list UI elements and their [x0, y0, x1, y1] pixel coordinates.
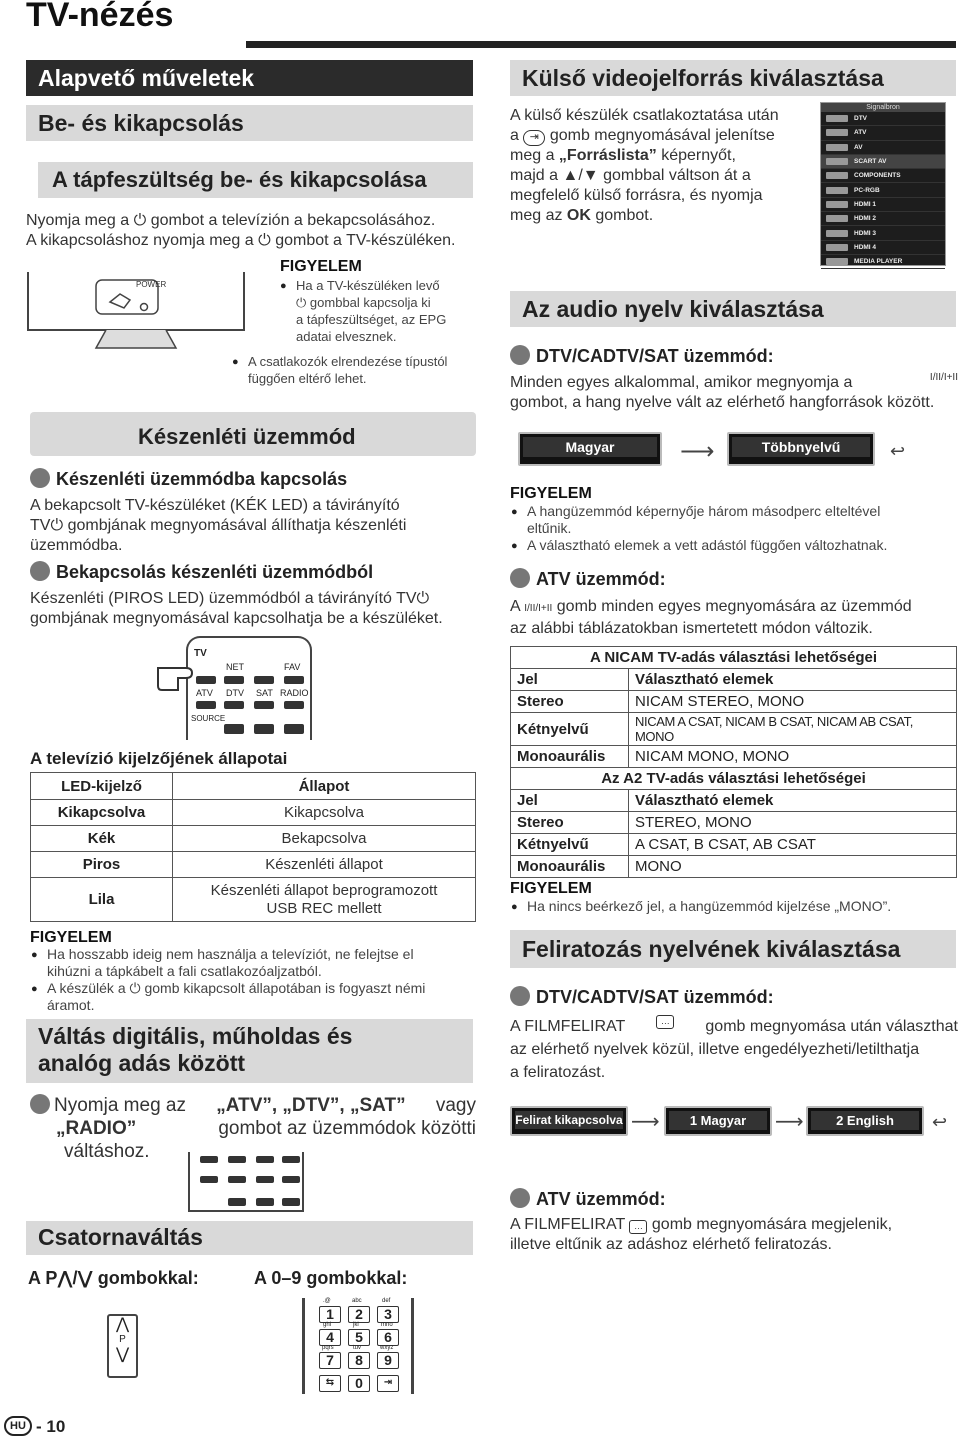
remote-key-atv: ATV — [196, 688, 213, 698]
standby-exit-text: Készenléti (PIROS LED) üzemmódból a távirányító TV⏻ gombjának megnyomásával kapcsolhatja be a készüléket. — [30, 590, 443, 627]
remote-key-net: NET — [226, 662, 244, 672]
standby-enter-title: Készenléti üzemmódba kapcsolás — [30, 468, 347, 490]
audio-header: Az audio nyelv kiválasztása — [510, 291, 956, 327]
osd-sub-2: 2 English — [806, 1106, 924, 1136]
source-list-item[interactable] — [821, 112, 945, 126]
numpad-key-5: 5 — [348, 1329, 370, 1346]
source-list-label: HDMI 3 — [854, 229, 877, 237]
power-icon: ⏻ — [129, 980, 141, 996]
standby-enter-text: A bekapcsolt TV-készüléket (KÉK LED) a távirányító TV⏻ gombjának megnyomásával állíthatja készenléti üzemmódba. — [30, 497, 407, 554]
chevron-up-icon: ⋀ — [115, 1316, 130, 1333]
audio-button-icon: I/II/I+II — [524, 603, 553, 614]
numpad-sub-2: abc — [352, 1298, 362, 1304]
source-list-item[interactable] — [821, 198, 945, 212]
numpad-sub-7: pqrs — [322, 1345, 334, 1351]
hand-icon — [156, 660, 200, 694]
atv-title: ATV üzemmód: — [510, 568, 666, 590]
numpad-key-0: 0 — [348, 1375, 370, 1392]
osd-audio-multilang: Többnyelvű — [727, 432, 875, 466]
title-rule — [246, 41, 956, 48]
source-icon — [826, 172, 848, 179]
sub-dtv-title: DTV/CADTV/SAT üzemmód: — [510, 986, 774, 1008]
remote-snippet — [188, 1152, 304, 1212]
channel-header: Csatornaváltás — [26, 1221, 473, 1255]
power-icon: ⏻ — [258, 232, 271, 249]
source-list-label: AV — [854, 143, 863, 151]
mono-note: ● Ha nincs beérkező jel, a hangüzemmód kijelzése „MONO”. — [527, 898, 957, 915]
power-icon: ⏻ — [416, 590, 430, 607]
source-list-title: Signalbron — [821, 103, 945, 112]
audio-dtv-title: DTV/CADTV/SAT üzemmód: — [510, 345, 774, 367]
sub-dtv-text: A FILMFELIRAT … gomb megnyomása után választhat az elérhető nyelvek közül, illetve engedélyezheti/letilthatja a feliratozást. — [510, 1016, 958, 1081]
onoff-header: Be- és kikapcsolás — [26, 105, 473, 141]
remote-key-sat: SAT — [256, 688, 273, 698]
source-icon — [826, 258, 848, 265]
sub-atv-title: ATV üzemmód: — [510, 1188, 666, 1210]
remote-illustration — [186, 636, 312, 740]
source-list-item[interactable] — [821, 169, 945, 183]
note-list: ● Ha hosszabb ideig nem használja a televíziót, ne felejtse el kihúzni a tápkábelt a fali csatlakozóaljzatból. ● A készülék a ⏻ gomb kikapcsolt állapotában is fogyaszt némi áramot. — [47, 946, 477, 1014]
osd-audio-magyar: Magyar — [518, 432, 662, 466]
osd-sub-1: 1 Magyar — [664, 1106, 772, 1136]
remote-key-dtv: DTV — [226, 688, 244, 698]
arrow-right-icon: ⟶ — [680, 438, 715, 465]
audio-button-icon: I/II/I+II — [929, 372, 958, 383]
arrow-right-icon: ⟶ — [775, 1111, 804, 1133]
source-list-label: COMPONENTS — [854, 172, 901, 180]
power-icon: ⏻ — [296, 295, 307, 310]
caution-block: FIGYELEM — [280, 258, 362, 275]
power-text: Nyomja meg a ⏻ gombot a televízión a bekapcsolásához. A kikapcsoláshoz nyomja meg a ⏻ gombot a TV-készüléken. — [26, 212, 456, 249]
source-list-label: HDMI 2 — [854, 215, 877, 223]
source-list-item[interactable] — [821, 226, 945, 240]
source-list-label: MEDIA PLAYER — [854, 258, 903, 266]
arrow-right-icon: ⟶ — [631, 1111, 660, 1133]
numpad-sub-5: jkl — [353, 1322, 359, 1328]
numpad-key-2: 2 — [348, 1306, 370, 1323]
sub-atv-text: A FILMFELIRAT … gomb megnyomására megjelenik, illetve eltűnik az adáshoz elérhető feliratozás. — [510, 1216, 893, 1253]
numpad-key-back: ⇆ — [319, 1375, 341, 1392]
source-list-item[interactable] — [821, 255, 945, 269]
source-icon — [826, 230, 848, 237]
caution-item-2: ● A csatlakozók elrendezése típustól függően eltérő lehet. — [248, 353, 478, 387]
source-list-item[interactable] — [821, 155, 945, 169]
power-icon: ⏻ — [133, 212, 147, 229]
numpad-sub-6: mno — [381, 1322, 393, 1328]
numpad-key-7: 7 — [319, 1352, 341, 1369]
remote-key-radio: RADIO — [280, 688, 309, 698]
numpad — [302, 1298, 414, 1394]
source-list-item[interactable] — [821, 183, 945, 197]
source-list-osd — [820, 102, 946, 266]
caution-item-1: ● Ha a TV-készüléken levő ⏻ gombbal kapcsolja ki a tápfeszültséget, az EPG adatai elvesznek. — [296, 277, 476, 345]
numpad-sub-9: wxyz — [380, 1345, 394, 1351]
chevron-down-icon: ⋁ — [115, 1346, 130, 1363]
source-icon — [826, 144, 848, 151]
source-list-label: HDMI 1 — [854, 200, 877, 208]
osd-sub-off: Felirat kikapcsolva — [510, 1106, 628, 1136]
source-list-label: HDMI 4 — [854, 243, 877, 251]
channel-pbtn-label: A P⋀/⋁ gombokkal: — [28, 1268, 199, 1288]
numpad-sub-1: .@ — [323, 1298, 331, 1304]
source-icon — [826, 158, 848, 165]
remote-key-tv: TV — [194, 648, 207, 659]
subtitle-icon: … — [629, 1220, 647, 1234]
switch-text: Nyomja meg az „ATV”, „DTV”, „SAT” vagy „RADIO” gombot az üzemmódok közötti váltáshoz. — [30, 1094, 476, 1163]
page-title: TV-nézés — [26, 0, 174, 34]
numpad-key-4: 4 — [319, 1329, 341, 1346]
numpad-sub-3: def — [382, 1298, 391, 1304]
source-list-label: DTV — [854, 115, 867, 123]
source-icon — [826, 187, 848, 194]
numpad-sub-4: ghi — [323, 1322, 332, 1328]
numpad-sub-8: tuv — [353, 1345, 362, 1351]
page-number: - 10 — [36, 1417, 66, 1436]
tv-power-label: POWER — [136, 280, 167, 289]
source-list-label: PC-RGB — [854, 186, 880, 194]
ext-header: Külső videojelforrás kiválasztása — [510, 60, 956, 96]
channel-num-label: A 0–9 gombokkal: — [254, 1268, 408, 1288]
subtitle-icon: … — [656, 1015, 674, 1029]
source-list-item[interactable] — [821, 141, 945, 155]
remote-key-fav: FAV — [284, 662, 301, 672]
source-icon — [826, 129, 848, 136]
arrow-up-down-icon: ▲/▼ — [562, 167, 599, 184]
tv-illustration — [26, 272, 248, 354]
source-icon — [826, 201, 848, 208]
led-table: LED-kijelző Állapot Kikapcsolva Kikapcsolva Kék Bekapcsolva Piros Készenléti állapot Lila Készenléti állapot beprogramozott USB REC mellett — [30, 772, 476, 922]
source-list-item[interactable] — [821, 212, 945, 226]
chevron-up-down-icon: ⋀/⋁ — [57, 1268, 93, 1288]
power-icon: ⏻ — [50, 517, 64, 534]
ext-text: A külső készülék csatlakoztatása után a ⇥ gomb megnyomásával jelenítse meg a „Forráslista” képernyőt, majd a ▲/▼ gombbal váltson át a megfelelő külső forrásra, és nyomja meg az OK gombot. — [510, 107, 779, 224]
return-icon: ↩ — [890, 441, 906, 461]
return-icon: ↩ — [932, 1112, 948, 1132]
remote-key-source: SOURCE — [191, 714, 226, 723]
numpad-key-1: 1 — [319, 1306, 341, 1323]
source-icon — [826, 244, 848, 251]
sub-header: Feliratozás nyelvének kiválasztása — [510, 930, 956, 968]
atv-text: A I/II/I+II gomb minden egyes megnyomására az üzemmód az alábbi táblázatokban ismertetett módon változik. — [510, 598, 912, 637]
source-list-item[interactable] — [821, 126, 945, 140]
numpad-key-9: 9 — [377, 1352, 399, 1369]
lang-badge: HU — [4, 1416, 32, 1436]
input-icon: ⇥ — [523, 130, 545, 146]
source-list-item[interactable] — [821, 241, 945, 255]
mono-note-title: FIGYELEM — [510, 880, 592, 897]
switch-header: Váltás digitális, műholdas és analóg adás között — [26, 1019, 473, 1083]
audio-note-list: ● A hangüzemmód képernyője három másodperc elteltével eltűnik. ● A választható elemek a vett adástól függően változhatnak. — [527, 503, 957, 554]
numpad-key-6: 6 — [377, 1329, 399, 1346]
audio-note-title: FIGYELEM — [510, 485, 592, 502]
source-list-label: ATV — [854, 129, 867, 137]
source-icon — [826, 115, 848, 122]
p-button: ⋀ P ⋁ — [107, 1314, 138, 1378]
numpad-key-input: ⇥ — [377, 1375, 399, 1392]
note-title: FIGYELEM — [30, 929, 112, 946]
audio-dtv-text: Minden egyes alkalommal, amikor megnyomja a I/II/I+II gombot, a hang nyelve vált az elérhető hangforrások között. — [510, 372, 958, 411]
section-basic-header: Alapvető műveletek — [26, 60, 473, 96]
power-header: A tápfeszültség be- és kikapcsolása — [38, 162, 473, 198]
source-icon — [826, 215, 848, 222]
numpad-key-3: 3 — [377, 1306, 399, 1323]
numpad-key-8: 8 — [348, 1352, 370, 1369]
standby-exit-title: Bekapcsolás készenléti üzemmódból — [30, 561, 373, 583]
led-caption: A televízió kijelzőjének állapotai — [30, 749, 288, 768]
sound-table: A NICAM TV-adás választási lehetőségei Jel Választható elemek Stereo NICAM STEREO, MONO Kétnyelvű NICAM A CSAT, NICAM B CSAT, NICAM AB CSAT, MONO Monoaurális NICAM MONO, MONO Az A2 TV-adás választási lehetőségei Jel Választható elemek Stereo STEREO, MONO Kétnyelvű A CSAT, B CSAT, AB CSAT Monoaurális MONO — [510, 646, 957, 878]
source-list-label: SCART AV — [854, 158, 887, 166]
standby-header: Készenléti üzemmód — [30, 412, 476, 456]
